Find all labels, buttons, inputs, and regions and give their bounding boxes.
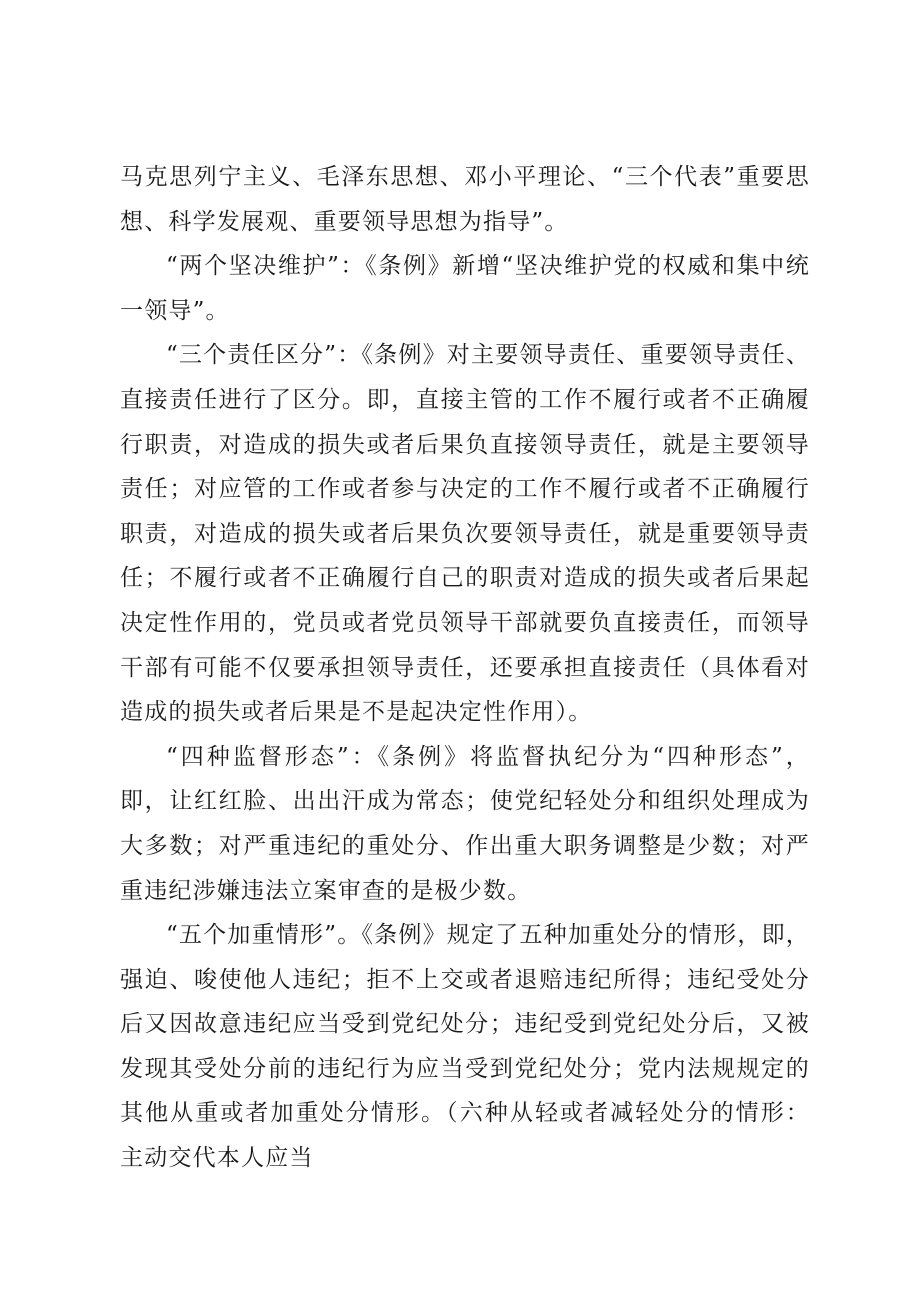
- paragraph-five-aggravating-circumstances: “五个加重情形”。《条例》规定了五种加重处分的情形，即，强迫、唆使他人违纪；拒不上交或者退赔违纪所得；违纪受处分后又因故意违纪应当受到党纪处分；违纪受到党纪处分后，又被发现其受处分前的违纪行为应当受到党纪处分；党内法规规定的其他从重或者加重处分情形。（六种从轻或者减轻处分的情形：主动交代本人应当: [120, 922, 810, 1172]
- paragraph-guiding-thought: 马克思列宁主义、毛泽东思想、邓小平理论、“三个代表”重要思想、科学发展观、重要领导思想为指导”。: [120, 164, 810, 235]
- paragraph-three-responsibility-distinctions: “三个责任区分”：《条例》对主要领导责任、重要领导责任、直接责任进行了区分。即，直接主管的工作不履行或者不正确履行职责，对造成的损失或者后果负直接领导责任，就是主要领导责任；对应管的工作或者参与决定的工作不履行或者不正确履行职责，对造成的损失或者后果负次要领导责任，就是重要领导责任；不履行或者不正确履行自己的职责对造成的损失或者后果起决定性作用的，党员或者党员领导干部就要负直接责任，而领导干部有可能不仅要承担领导责任，还要承担直接责任（具体看对造成的损失或者后果是不是起决定性作用）。: [120, 342, 810, 726]
- document-body: [120, 155, 810, 1181]
- paragraph-two-resolute-safeguards: “两个坚决维护”：《条例》新增“坚决维护党的权威和集中统一领导”。: [120, 253, 810, 324]
- paragraph-four-supervision-forms: “四种监督形态”：《条例》将监督执纪分为“四种形态”，即，让红红脸、出出汗成为常态；使党纪轻处分和组织处理成为大多数；对严重违纪的重处分、作出重大职务调整是少数；对严重违纪涉嫌违法立案审查的是极少数。: [120, 743, 810, 904]
